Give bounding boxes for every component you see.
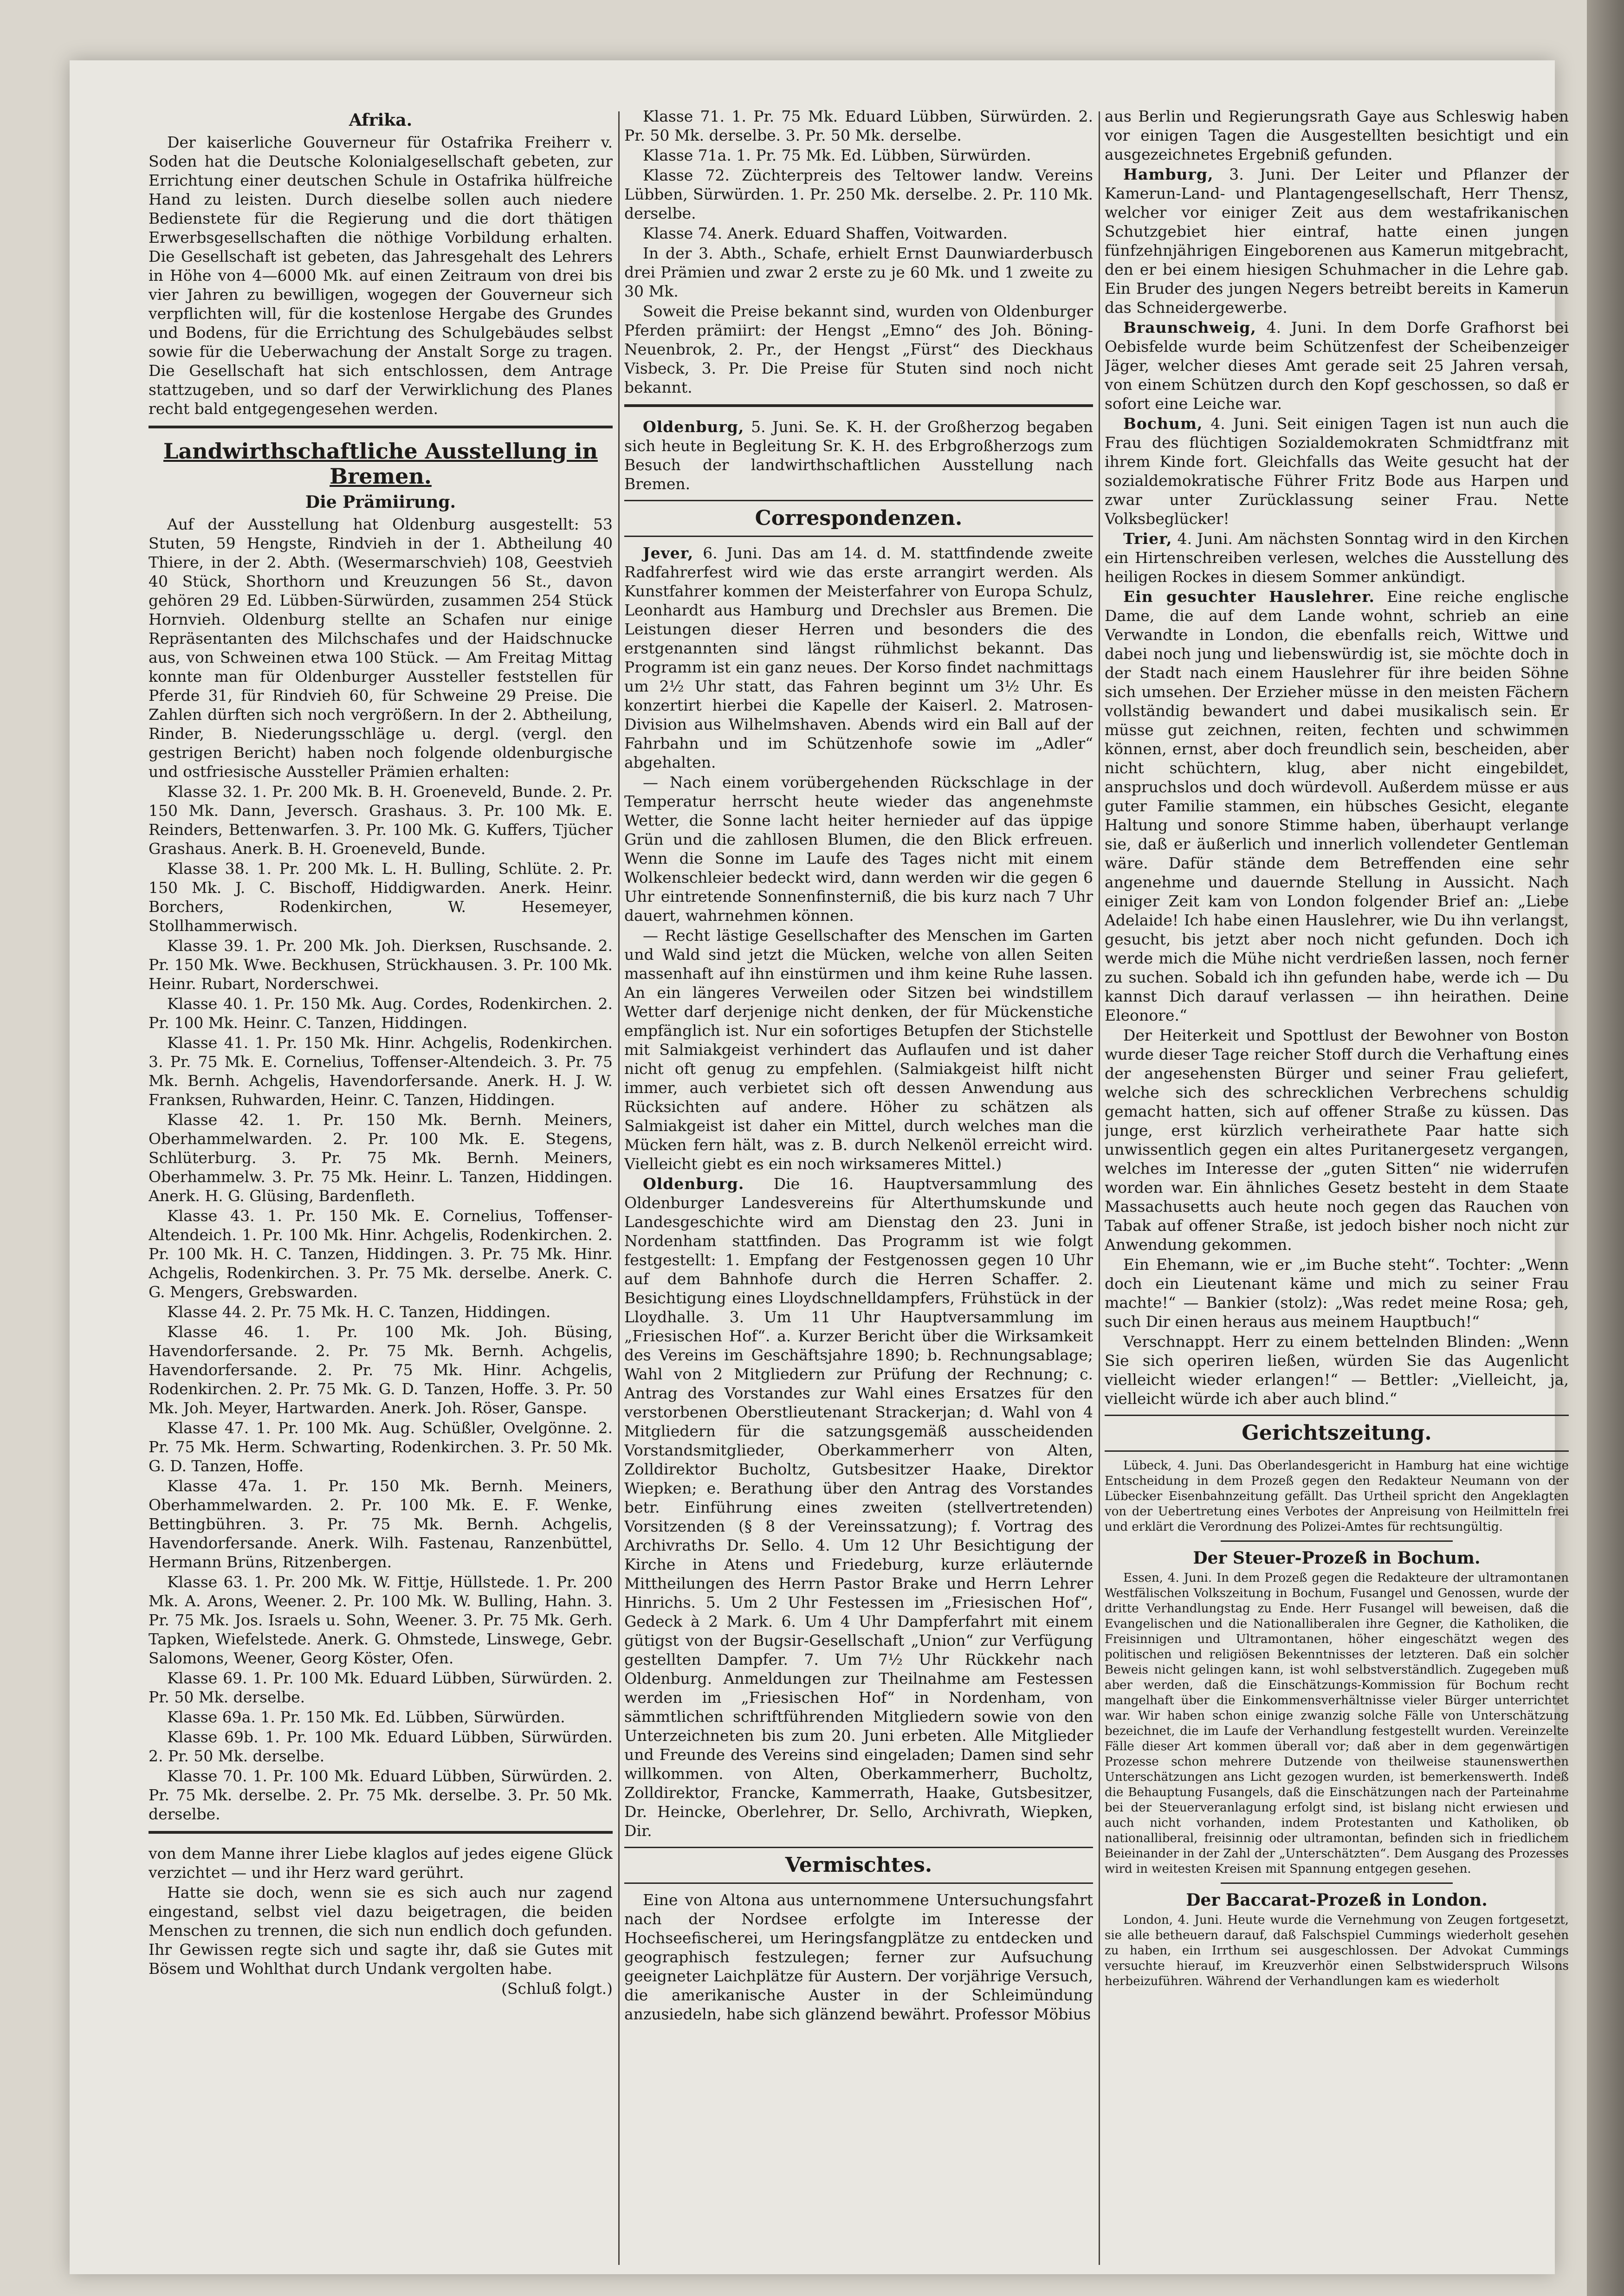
klasse-46: Klasse 46. 1. Pr. 100 Mk. Joh. Büsing, Havendorfersande. 2. Pr. 75 Mk. Bernh. Achgelis, Havendorfersande. 2. Pr. 75 Mk. Hinr. Achgelis, Rodenkirchen. 2. Pr. 75 Mk. G. D. Tanzen, Hoffe. 3. Pr. 50 Mk. Joh. Meyer, Hartwarden. Anerk. Joh. Röser, Ganspe.: [149, 1323, 613, 1417]
klasse-71: Klasse 71. 1. Pr. 75 Mk. Eduard Lübben, Sürwürden. 2. Pr. 50 Mk. derselbe. 3. Pr. 50 Mk. derselbe.: [624, 107, 1093, 144]
praemiirung-intro: Auf der Ausstellung hat Oldenburg ausgestellt: 53 Stuten, 59 Hengste, Rindvieh in der 1. Abtheilung 40 Thiere, in der 2. Abth. (Wesermarschvieh) 108, Geestvieh 40 Stück, Shorthorn und Kreuzungen 56 St., davon gehören 29 Ed. Lübben-Sürwürden, zusammen 254 Stück Hornvieh. Oldenburg stellte an Schafen nur einige Repräsentanten des Milchschafes und der Haidschnucke aus, von Schweinen etwa 100 Stück. — Am Freitag Mittag konnte man für Oldenburger Aussteller feststellen für Pferde 31, für Rindvieh 60, für Schweine 29 Preise. Die Zahlen dürften sich noch vergrößern. In der 2. Abtheilung, Rinder, B. Niederungsschläge u. dergl. (vergl. den gestrigen Bericht) haben noch folgende oldenburgische und ostfriesische Aussteller Prämien erhalten:: [149, 515, 613, 781]
dateline-trier: Trier,: [1123, 530, 1172, 548]
hamburg-article: [1105, 165, 1569, 317]
correspondenzen-heading: Correspondenzen.: [624, 500, 1093, 537]
dateline-bochum: Bochum,: [1123, 414, 1203, 433]
klasse-72: Klasse 72. Züchterpreis des Teltower landw. Vereins Lübben, Sürwürden. 1. Pr. 250 Mk. derselbe. 2. Pr. 110 Mk. derselbe.: [624, 166, 1093, 222]
vermischtes-heading: Vermischtes.: [624, 1847, 1093, 1884]
jever-article-text: 6. Juni. Das am 14. d. M. stattfindende zweite Radfahrerfest wird wie das erste arrangirt werden. Als Kunstfahrer kommen der Meisterfahrer von Europa Schulz, Leonhardt aus Hamburg und Drechsler aus Bremen. Die Leistungen dieser Herren und besonders die des erstgenannten sind längst rühmlichst bekannt. Das Programm ist ein ganz neues. Der Korso findet nachmittags um 2½ Uhr statt, das Fahren beginnt um 3½ Uhr. Es konzertirt hierbei die Kapelle der Kaiserl. 2. Matrosen-Division aus Wilhelmshaven. Abends wird ein Ball auf der Fahrbahn und im Schützenhofe sowie im „Adler“ abgehalten.: [624, 544, 1093, 771]
newspaper-page: [70, 60, 1569, 2274]
gerichtszeitung-heading: Gerichtszeitung.: [1105, 1415, 1569, 1452]
praemiirung-heading: Die Prämiirung.: [305, 492, 456, 512]
steuer-prozess-article: Essen, 4. Juni. In dem Prozeß gegen die Redakteure der ultramontanen Westfälischen Volkszeitung in Bochum, Fusangel und Genossen, wurde der dritte Verhandlungstag zu Ende. Herr Fusangel will beweisen, daß die Evangelischen und die Nationalliberalen ihre Gegner, die Katholiken, die Freisinnigen und Ultramontanen, höher eingeschätzt wegen des politischen und religiösen Bekenntnisses der letzteren. Daß ein solcher Beweis nicht gelingen kann, ist wohl selbstverständlich. Zugegeben muß aber werden, daß die Einschätzungs-Kommission für Bochum recht mangelhaft über die Einkommensverhältnisse vieler Bürger unterrichtet war. Wir haben schon einige zwanzig solche Fälle von Unterschätzung bezeichnet, die im Laufe der Verhandlung festgestellt wurden. Vereinzelte Fälle dieser Art kommen überall vor; daß aber in dem gegenwärtigen Prozesse schon mehrere Dutzende von theilweise staunenswerthen Unterschätzungen ans Licht gezogen wurden, ist bemerkenswerth. Indeß die Behauptung Fusangels, daß die Einschätzungen nach der Parteinahme bei der Steuerveranlagung erfolgt sind, ist bislang nicht erwiesen und auch nicht vorhanden, indem Protestanten und Katholiken, ob nationalliberal, freisinnig oder ultramontan, befinden sich in friedlichem Beieinander in der Zahl der „Unterschätzten“. Dem Ausgang des Prozesses wird in weitesten Kreisen mit Spannung entgegen gesehen.: [1105, 1571, 1569, 1876]
klasse-63: Klasse 63. 1. Pr. 200 Mk. W. Fittje, Hüllstede. 1. Pr. 200 Mk. A. Arons, Weener. 2. Pr. 100 Mk. W. Bulling, Hahn. 3. Pr. 75 Mk. Jos. Israels u. Sohn, Weener. 3. Pr. 75 Mk. Gerh. Tapken, Wiefelstede. Anerk. G. Ohmstede, Linswege, Gebr. Salomons, Weener, Georg Köster, Ofen.: [149, 1573, 613, 1667]
section-divider: [624, 404, 1093, 407]
dateline-jever: Jever,: [643, 544, 694, 562]
verschnappt-anecdote: Verschnappt. Herr zu einem bettelnden Blinden: „Wenn Sie sich operiren ließen, würden Sie das Augenlicht vielleicht wieder erlangen!“ — Bettler: „Vielleicht, ja, vielleicht würde ich aber auch blind.“: [1105, 1332, 1569, 1408]
schafe-paragraph: In der 3. Abth., Schafe, erhielt Ernst Daunwiarderbusch drei Prämien und zwar 2 erste zu je 60 Mk. und 1 zweite zu 30 Mk.: [624, 244, 1093, 300]
klasse-47a: Klasse 47a. 1. Pr. 150 Mk. Bernh. Meiners, Oberhammelwarden. 2. Pr. 100 Mk. E. F. Wenke, Bettingbühren. 3. Pr. 75 Mk. Bernh. Achgelis, Havendorfersande. Anerk. Wilh. Fastenau, Ranzenbüttel, Hermann Brüns, Ritzenbergen.: [149, 1477, 613, 1571]
trier-article-text: 4. Juni. Am nächsten Sonntag wird in den Kirchen ein Hirtenschreiben verlesen, welches die Ausstellung des heiligen Rockes in diesem Sommer ankündigt.: [1105, 530, 1569, 586]
klasse-41: Klasse 41. 1. Pr. 150 Mk. Hinr. Achgelis, Rodenkirchen. 3. Pr. 75 Mk. E. Cornelius, Toffenser-Altendeich. 3. Pr. 75 Mk. Bernh. Achgelis, Havendorfersande. Anerk. H. J. W. Franksen, Ruhwarden, Heinr. C. Tanzen, Hiddingen.: [149, 1034, 613, 1109]
hauslehrer-article-text: Eine reiche englische Dame, die auf dem Lande wohnt, schrieb an eine Verwandte in London, die ebenfalls reich, Wittwe und dabei noch jung und liebenswürdig ist, sie möchte doch in der Stadt nach einem Hauslehrer für ihre beiden Söhne sich umsehen. Der Erzieher müsse in den meisten Fächern vollständig bewandert und dabei musikalisch sein. Er müsse gut zeichnen, reiten, fechten und schwimmen können, ernst, aber doch freundlich sein, bescheiden, aber nicht schüchtern, klug, aber nicht eingebildet, anspruchslos und doch würdevoll. Außerdem müsse er aus guter Familie stammen, ein hübsches Gesicht, elegante Haltung und sonore Stimme haben, überhaupt verlange sie, daß er äußerlich und innerlich vollendeter Gentleman wäre. Dafür stände dem Betreffenden eine sehr angenehme und dauernde Stellung in Aussicht. Nach einiger Zeit kam von London folgender Brief an: „Liebe Adelaide! Ich habe einen Hauslehrer, wie Du ihn verlangst, gesucht, bis jetzt aber noch nicht gefunden. Doch ich werde mich die Mühe nicht verdrießen lassen, noch ferner zu suchen. Sobald ich ihn gefunden habe, werde ich — Du kannst Dich darauf verlassen — ihn heirathen. Deine Eleonore.“: [1105, 588, 1569, 1024]
ausstellung-heading: Landwirthschaftliche Ausstellung in Bremen.: [163, 439, 598, 489]
muecken-paragraph: — Recht lästige Gesellschafter des Menschen im Garten und Wald sind jetzt die Mücken, welche von allen Seiten massenhaft auf ihn einstürmen und ihm keine Ruhe lassen. An ein längeres Verweilen oder Sitzen bei windstillem Wetter darf derjenige nicht denken, der für Mückenstiche empfänglich ist. Nur ein sofortiges Betupfen der Stichstelle mit Salmiakgeist verhindert das Auflaufen und ist daher nicht oft genug zu empfehlen. (Salmiakgeist hilft nicht immer, auch verbietet sich oft dessen Anwendung aus Rücksichten auf andere. Höher zu schätzen als Salmiakgeist ist daher ein Mittel, durch welches man die Mücken fern hält, was z. B. durch Nelkenöl erreicht wird. Vielleicht giebt es ein noch wirksameres Mittel.): [624, 926, 1093, 1173]
afrika-article: Der kaiserliche Gouverneur für Ostafrika Freiherr v. Soden hat die Deutsche Kolonialgesellschaft gebeten, zur Errichtung einer deutschen Schule in Ostafrika hülfreiche Hand zu leisten. Durch dieselbe sollen auch niedere Bedienstete für die Regierung und die dort thätigen Erwerbsgesellschaften die nöthige Vorbildung erhalten. Die Gesellschaft ist gebeten, das Jahresgehalt des Lehrers in Höhe von 4—6000 Mk. auf einen Zeitraum von drei bis vier Jahren zu bewilligen, wogegen der Gouverneur sich verpflichten will, für die kostenlose Hergabe des Grundes und Bodens, für die Errichtung des Schulgebäudes selbst sowie für die Ueberwachung der Anstalt Sorge zu tragen. Die Gesellschaft hat sich entschlossen, dem Antrage stattzugeben, und so darf der Verwirklichung des Planes recht bald entgegengesehen werden.: [149, 133, 613, 418]
klasse-69: Klasse 69. 1. Pr. 100 Mk. Eduard Lübben, Sürwürden. 2. Pr. 50 Mk. derselbe.: [149, 1669, 613, 1706]
oldenburg-notice-text: 5. Juni. Se. K. H. der Großherzog begaben sich heute in Begleitung Sr. K. H. des Erbgroßherzogs zum Besuch der landwirthschaftlichen Ausstellung nach Bremen.: [624, 418, 1093, 493]
verein-article-text: Die 16. Hauptversammlung des Oldenburger Landesvereins für Alterthumskunde und Landesgeschichte wird am Dienstag den 23. Juni in Nordenham stattfinden. Das Programm ist wie folgt festgestellt: 1. Empfang der Festgenossen gegen 10 Uhr auf dem Bahnhofe durch die Herren Schaffer. 2. Besichtigung eines Lloydschnelldampfers, Frühstück in der Lloydhalle. 3. Um 11 Uhr Hauptversammlung im „Friesischen Hof“. a. Kurzer Bericht über die Wirksamkeit des Vereins im Geschäftsjahre 1890; b. Rechnungsablage; Wahl von 2 Mitgliedern zur Prüfung der Rechnung; c. Antrag des Vorstandes zur Wahl eines Ersatzes für den verstorbenen Oberstlieutenant Strackerjan; d. Wahl von 4 Mitgliedern für die satzungsgemäß ausscheidenden Vorstandsmitglieder, Oberkammerherr von Alten, Zolldirektor Bucholtz, Gutsbesitzer Haake, Direktor Wiepken; e. Berathung über den Antrag des Vorstandes betr. Einführung eines zweiten (stellvertretenden) Vorsitzenden (§ 8 der Vereinssatzung); f. Vortrag des Archivraths Dr. Sello. 4. Um 12 Uhr Besichtigung der Kirche in Atens und Friedeburg, kurze erläuternde Mittheilungen des Herrn Pastor Brake und Herrn Lehrer Hinrichs. 5. Um 2 Uhr Festessen im „Friesischen Hof“, Gedeck à 2 Mark. 6. Um 4 Uhr Dampferfahrt mit einem gütigst von der Bugsir-Gesellschaft „Union“ zur Verfügung gestellten Dampfer. 7. Um 7½ Uhr Rückkehr nach Oldenburg. Anmeldungen zur Theilnahme am Festessen werden im „Friesischen Hof“ in Nordenham, von sämmtlichen schriftführenden Mitgliedern sowie von den Unterzeichneten bis zum 20. Juni erbeten. Alle Mitglieder und Freunde des Vereins sind eingeladen; Damen sind sehr willkommen. von Alten, Oberkammerherr, Bucholtz, Zolldirektor, Francke, Kammerrath, Haake, Gutsbesitzer, Dr. Heincke, Oberlehrer, Dr. Sello, Archivrath, Wiepken, Dir.: [624, 1175, 1093, 1840]
hamburg-article-text: 3. Juni. Der Leiter und Pflanzer der Kamerun-Land- und Plantagengesellschaft, Herr Thensz, welcher vor einiger Zeit aus dem westafrikanischen Schutzgebiet hier eintraf, hatte einen jungen fünfzehnjährigen Eingeborenen aus Kamerun mitgebracht, den er bei einem hiesigen Schuhmacher in die Lehre gab. Ein Bruder des jungen Negers betreibt bereits in Kamerun das Schneidergewerbe.: [1105, 165, 1569, 317]
column-rule: [618, 111, 620, 2265]
klasse-69a: Klasse 69a. 1. Pr. 150 Mk. Ed. Lübben, Sürwürden.: [167, 1708, 565, 1726]
baccarat-prozess-article: London, 4. Juni. Heute wurde die Vernehmung von Zeugen fortgesetzt, sie alle betheuern darauf, daß Falschspiel Cummings wiederholt gesehen zu haben, ein Irrthum sei ausgeschlossen. Der Advokat Cummings versuchte hierauf, im Kreuzverhör einen Selbstwiderspruch Wilsons herbeizuführen. Während der Verhandlungen kam es wiederholt: [1105, 1913, 1569, 1988]
klasse-43: Klasse 43. 1. Pr. 150 Mk. E. Cornelius, Toffenser-Altendeich. 1. Pr. 100 Mk. Hinr. Achgelis, Rodenkirchen. 2. Pr. 100 Mk. H. C. Tanzen, Hiddingen. 3. Pr. 75 Mk. Hinr. Achgelis, Rodenkirchen. 3. Pr. 75 Mk. derselbe. Anerk. C. G. Mengers, Grebswarden.: [149, 1207, 613, 1301]
bochum-article: [1105, 414, 1569, 528]
oldenburg-notice: [624, 417, 1093, 493]
klasse-47: Klasse 47. 1. Pr. 100 Mk. Aug. Schüßler, Ovelgönne. 2. Pr. 75 Mk. Herm. Schwarting, Rodenkirchen. 3. Pr. 50 Mk. G. D. Tanzen, Hoffe.: [149, 1419, 613, 1475]
vermischtes-article: Eine von Altona aus unternommene Untersuchungsfahrt nach der Nordsee erfolgte im Interesse der Hochseefischerei, um Heringsfangplätze zu entdecken und geographisch festzulegen; ferner zur Aufsuchung geeigneter Laichplätze für Austern. Der vorjährige Versuch, die amerikanische Auster in der Schleimündung anzusiedeln, habe sich glänzend bewährt. Professor Möbius: [624, 1891, 1093, 2023]
section-divider: [149, 426, 613, 428]
dateline-oldenburg: Oldenburg,: [643, 418, 744, 436]
story-tail-2: Hatte sie doch, wenn sie es sich auch nur zagend eingestand, selbst viel dazu beigetragen, die beiden Menschen zu trennen, die sich nun endlich doch gefunden. Ihr Gewissen regte sich und sagte ihr, daß sie Gutes mit Bösem und Wohlthat durch Undank vergolten habe.: [149, 1883, 613, 1978]
luebeck-article: Lübeck, 4. Juni. Das Oberlandesgericht in Hamburg hat eine wichtige Entscheidung in dem Prozeß gegen den Redakteur Neumann von der Lübecker Eisenbahnzeitung gefällt. Das Urtheil spricht den Angeklagten von der Uebertretung eines Verbotes der Anpreisung von Heilmitteln frei und erklärt die Verordnung des Polizei-Amtes für rechtsungültig.: [1105, 1459, 1569, 1534]
story-continued: (Schluß folgt.): [501, 1979, 613, 1998]
klasse-74: Klasse 74. Anerk. Eduard Shaffen, Voitwarden.: [643, 224, 1008, 242]
short-divider: [1221, 1540, 1453, 1542]
column-3: [1105, 107, 1569, 2265]
klasse-32: Klasse 32. 1. Pr. 200 Mk. B. H. Groeneveld, Bunde. 2. Pr. 150 Mk. Dann, Jeversch. Grashaus. 3. Pr. 100 Mk. E. Reinders, Bettenwarfen. 3. Pr. 100 Mk. G. Kuffers, Tjücher Grashaus. Anerk. B. H. Groeneveld, Bunde.: [149, 783, 613, 858]
klasse-44: Klasse 44. 2. Pr. 75 Mk. H. C. Tanzen, Hiddingen.: [167, 1303, 551, 1321]
klasse-40: Klasse 40. 1. Pr. 150 Mk. Aug. Cordes, Rodenkirchen. 2. Pr. 100 Mk. Heinr. C. Tanzen, Hiddingen.: [149, 995, 613, 1032]
klasse-38: Klasse 38. 1. Pr. 200 Mk. L. H. Bulling, Schlüte. 2. Pr. 150 Mk. J. C. Bischoff, Hiddigwarden. Anerk. Heinr. Borchers, Rodenkirchen, W. Hesemeyer, Stollhammerwisch.: [149, 860, 613, 935]
trier-article: [1105, 529, 1569, 586]
verein-article: [624, 1174, 1093, 1840]
afrika-heading: Afrika.: [349, 110, 413, 130]
section-divider: [149, 1831, 613, 1834]
wetter-paragraph: — Nach einem vorübergehenden Rückschlage in der Temperatur herrscht heute wieder das angenehmste Wetter, die Sonne lacht heiter hernieder auf das üppige Grün und die zahllosen Blumen, die den Blick erfreuen. Wenn die Sonne im Laufe des Tages nicht mit einem Wolkenschleier bedeckt wird, dann werden wir die gegen 6 Uhr eintretende Sonnenfinsterniß, die bis kurz nach 7 Uhr dauert, wahrnehmen können.: [624, 773, 1093, 925]
continued-paragraph: aus Berlin und Regierungsrath Gaye aus Schleswig haben vor einigen Tagen die Ausgestellten besichtigt und ein ausgezeichnetes Ergebniß gefunden.: [1105, 107, 1569, 163]
klasse-42: Klasse 42. 1. Pr. 150 Mk. Bernh. Meiners, Oberhammelwarden. 2. Pr. 100 Mk. E. Stegens, Schlüterburg. 3. Pr. 75 Mk. Bernh. Meiners, Oberhammelw. 3. Pr. 75 Mk. Heinr. L. Tanzen, Hiddingen. Anerk. H. G. Glüsing, Bardenfleth.: [149, 1111, 613, 1205]
jever-article: [624, 543, 1093, 772]
dateline-braunschweig: Braunschweig,: [1123, 318, 1256, 336]
baccarat-prozess-heading: Der Baccarat-Prozeß in London.: [1186, 1890, 1488, 1910]
klasse-71a: Klasse 71a. 1. Pr. 75 Mk. Ed. Lübben, Sürwürden.: [643, 146, 1031, 164]
klasse-39: Klasse 39. 1. Pr. 200 Mk. Joh. Dierksen, Ruschsande. 2. Pr. 150 Mk. Wwe. Beckhusen, Strückhausen. 3. Pr. 100 Mk. Heinr. Rubart, Norderschwei.: [149, 937, 613, 993]
braunschweig-article: [1105, 318, 1569, 413]
short-divider: [1221, 1882, 1453, 1884]
hauslehrer-heading: Ein gesuchter Hauslehrer.: [1123, 588, 1375, 606]
boston-article: Der Heiterkeit und Spottlust der Bewohner von Boston wurde dieser Tage reicher Stoff durch die Verhaftung eines der angesehensten Bürger und seiner Frau geliefert, welche sich des schrecklichen Verbrechens schuldig gemacht hatten, sich auf offener Straße zu küssen. Das junge, erst kürzlich verheirathete Paar hatte sich unwissentlich gegen ein altes Puritanergesetz vergangen, welches im Interesse der „guten Sitten“ nie widerrufen worden war. Ein ähnliches Gesetz besteht in dem Staate Massachusetts auch heute noch gegen das Rauchen von Tabak auf offener Straße, ist jedoch bisher noch nicht zur Anwendung gekommen.: [1105, 1026, 1569, 1254]
bochum-article-text: 4. Juni. Seit einigen Tagen ist nun auch die Frau des flüchtigen Sozialdemokraten Schmidtfranz mit ihrem Kinde fort. Gleichfalls das Weite gesucht hat der sozialdemokratische Führer Fritz Bode aus Harpen und zwar unter Zurücklassung seiner Frau. Nette Volksbeglücker!: [1105, 414, 1569, 528]
braunschweig-article-text: 4. Juni. In dem Dorfe Grafhorst bei Oebisfelde wurde beim Schützenfest der Scheibenzeiger Jäger, welcher dieses Amt gerade seit 25 Jahren versah, von einem Schützen durch den Kopf geschossen, so daß er sofort eine Leiche war.: [1105, 318, 1569, 413]
dateline-oldenburg-verein: Oldenburg.: [643, 1175, 744, 1193]
hauslehrer-article: [1105, 587, 1569, 1025]
column-1: [149, 107, 613, 2265]
klasse-70: Klasse 70. 1. Pr. 100 Mk. Eduard Lübben, Sürwürden. 2. Pr. 75 Mk. derselbe. 2. Pr. 75 Mk. derselbe. 3. Pr. 50 Mk. derselbe.: [149, 1767, 613, 1823]
klasse-69b: Klasse 69b. 1. Pr. 100 Mk. Eduard Lübben, Sürwürden. 2. Pr. 50 Mk. derselbe.: [149, 1728, 613, 1765]
dateline-hamburg: Hamburg,: [1123, 165, 1214, 183]
steuer-prozess-heading: Der Steuer-Prozeß in Bochum.: [1193, 1548, 1481, 1568]
pferde-paragraph: Soweit die Preise bekannt sind, wurden von Oldenburger Pferden prämiirt: der Hengst „Emno“ des Joh. Böning-Neuenbrok, 2. Pr., der Hengst „Fürst“ des Dieckhaus Visbeck, 3. Pr. Die Preise für Stuten sind noch nicht bekannt.: [624, 302, 1093, 396]
column-rule: [1099, 111, 1100, 2265]
ehemann-anecdote: Ein Ehemann, wie er „im Buche steht“. Tochter: „Wenn doch ein Lieutenant käme und mich zu seiner Frau machte!“ — Bankier (stolz): „Was redet meine Rosa; geh, such Dir einen heraus aus meinem Hauptbuch!“: [1105, 1255, 1569, 1331]
story-tail-1: von dem Manne ihrer Liebe klaglos auf jedes eigene Glück verzichtet — und ihr Herz ward gerührt.: [149, 1844, 613, 1882]
column-2: [624, 107, 1093, 2265]
page-edge-shadow: [1587, 0, 1624, 2296]
